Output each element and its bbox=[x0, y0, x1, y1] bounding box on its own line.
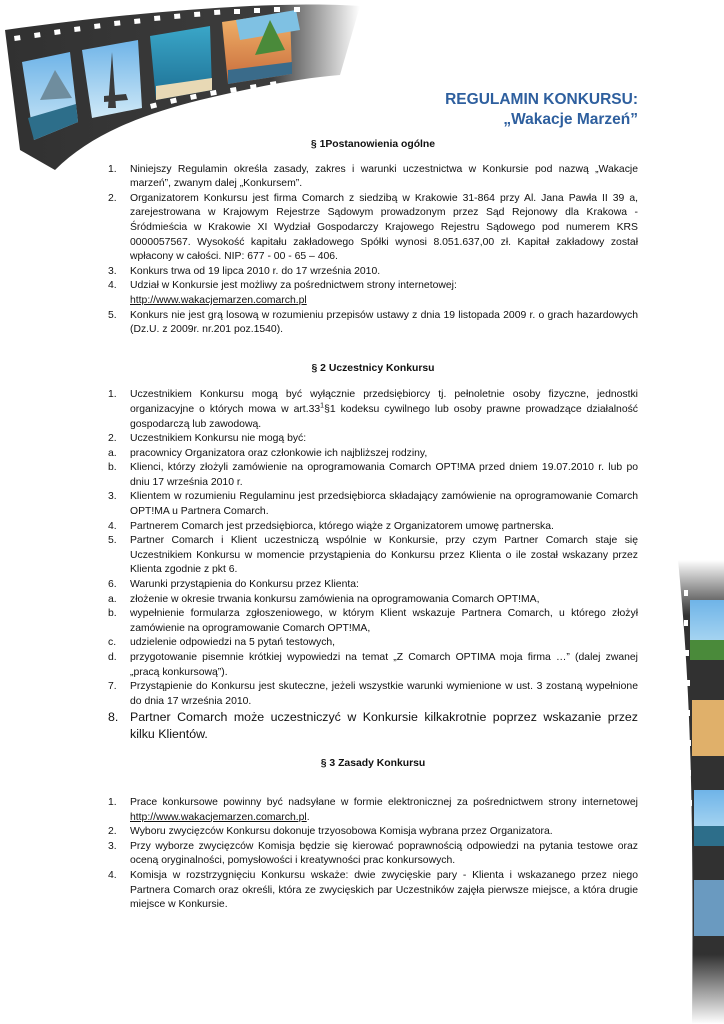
section-3-list bbox=[108, 796, 638, 913]
list-item: 4. Udział w Konkursie jest możliwy za pośrednictwem strony internetowej: http://www.wakacjemarzen.comarch.pl bbox=[108, 280, 457, 306]
list-item: a. pracownicy Organizatora oraz członkowie ich najbliższej rodziny, bbox=[108, 447, 428, 459]
section-2-list-end bbox=[108, 680, 638, 743]
document-title bbox=[445, 90, 638, 130]
list-item: b. Klienci, którzy złożyli zamówienie na oprogramowania Comarch OPT!MA przed dniem 19.07.2010 r. lub po dniu 17 września 2010 r. bbox=[108, 462, 638, 488]
section-2-list bbox=[108, 388, 638, 446]
section-1-heading: § 1Postanowienia ogólne bbox=[310, 139, 436, 150]
list-item: 1. Uczestnikiem Konkursu mogą być wyłącznie przedsiębiorcy tj. pełnoletnie osoby fizyczne, jednostki organizacyjne o których mowa w $art.33^1\S 1$ kodeksu cywilnego lub osoby prawne prowadzące działalność gospodarczą lub zawodową. bbox=[108, 389, 639, 430]
website-link[interactable]: http://www.wakacjemarzen.comarch.pl bbox=[130, 811, 307, 823]
list-item: 3. Konkurs trwa od 19 lipca 2010 r. do 17 września 2010. bbox=[108, 265, 381, 277]
list-item: 8. Partner Comarch może uczestniczyć w Konkursie kilkakrotnie poprzez wskazanie przez kilku Klientów. bbox=[108, 710, 638, 742]
title-line-2: „Wakacje Marzeń” bbox=[503, 111, 638, 128]
section-2-sublist-b bbox=[108, 593, 638, 681]
section-2-heading: § 2 Uczestnicy Konkursu bbox=[311, 362, 435, 374]
list-item: 6. Warunki przystąpienia do Konkursu przez Klienta: bbox=[108, 579, 359, 591]
list-item: 2. Wyboru zwycięzców Konkursu dokonuje trzyosobowa Komisja wybrana przez Organizatora. bbox=[108, 826, 553, 838]
list-item: c. udzielenie odpowiedzi na 5 pytań testowych, bbox=[108, 637, 336, 649]
title-line-1: REGULAMIN KONKURSU: bbox=[445, 91, 638, 108]
list-item: 4. Partnerem Comarch jest przedsiębiorca, którego wiąże z Organizatorem umowę partnerska. bbox=[108, 520, 554, 532]
list-item: 2. Uczestnikiem Konkursu nie mogą być: bbox=[108, 433, 307, 445]
list-item: a. złożenie w okresie trwania konkursu zamówienia na oprogramowania Comarch OPT!MA, bbox=[108, 593, 540, 605]
section-3-heading: § 3 Zasady Konkursu bbox=[320, 758, 426, 770]
list-item: 3. Klientem w rozumieniu Regulaminu jest przedsiębiorca składający zamówienie na oprogramowanie Comarch OPT!MA u Partnera Comarch. bbox=[108, 491, 638, 518]
list-item: 1. Prace konkursowe powinny być nadsyłane w formie elektronicznej za pośrednictwem strony internetowej http://www.wakacjemarzen.comarch.pl. bbox=[108, 796, 638, 823]
list-item: 3. Przy wyborze zwycięzców Komisja będzie się kierować poprawnością odpowiedzi na pytania testowe oraz oceną oryginalności, pomysłowości i kreatywności prac konkursowych. bbox=[108, 840, 638, 867]
document-body bbox=[108, 138, 638, 913]
list-item: 5. Konkurs nie jest grą losową w rozumieniu przepisów ustawy z dnia 19 listopada 2009 r. o grach hazardowych (Dz.U. z 2009r. nr.201 poz.1540). bbox=[108, 309, 638, 336]
section-2-sublist-a bbox=[108, 447, 638, 491]
list-item: 5. Partner Comarch i Klient uczestniczą wspólnie w Konkursie, przy czym Partner Comarch staje się Uczestnikiem Konkursu w momencie przystąpienia do Konkursu przez Klienta o ile został wskazany przez Klienta zgodnie z pkt 6. bbox=[108, 535, 638, 576]
list-item: 1. Niniejszy Regulamin określa zasady, zakres i warunki uczestnictwa w Konkursie pod nazwą „Wakacje marzeń”, zwanym dalej „Konkursem”. bbox=[108, 163, 638, 190]
section-2-list-cont bbox=[108, 490, 638, 592]
list-item: 2. Organizatorem Konkursu jest firma Comarch z siedzibą w Krakowie 31-864 przy Al. Jana Pawła II 39 a, zarejestrowana w Krajowym Rejestrze Sądowym prowadzonym przez Sąd Rejonowy dla Krakowa - Śródmieścia w Krakowie XI Wydział Gospodarczy Krajowego Rejestru Sądowego pod numerem KRS 0000057567. Wysokość kapitału zakładowego Spółki wynosi 8.051.637,00 zł. Kapitał zakładowy został wpłacony w całości. NIP: 677 - 00 - 65 – 406. bbox=[108, 192, 638, 263]
section-1-list bbox=[108, 163, 638, 338]
list-item: 4. Komisja w rozstrzygnięciu Konkursu wskaże: dwie zwycięskie pary - Klienta i wskazanego przez niego Partnera Comarch oraz określi, która ze zwycięskich par Uczestników zajęła pierwsze miejsce, a która drugie miejsce w Konkursie. bbox=[108, 869, 638, 911]
list-item: d. przygotowanie pisemnie krótkiej wypowiedzi na temat „Z Comarch OPTIMA moja firma …” (dalej zwanej „pracą konkursową”). bbox=[108, 652, 638, 678]
list-item: b. wypełnienie formularza zgłoszeniowego, w którym Klient wskazuje Partnera Comarch, u którego złożył zamówienie na oprogramowanie Comarch OPT!MA, bbox=[108, 608, 638, 634]
website-link[interactable]: http://www.wakacjemarzen.comarch.pl bbox=[130, 294, 307, 306]
list-item: 7. Przystąpienie do Konkursu jest skuteczne, jeżeli wszystkie warunki wymienione w ust. 3 zostaną wypełnione do dnia 17 września 2010. bbox=[108, 681, 638, 707]
